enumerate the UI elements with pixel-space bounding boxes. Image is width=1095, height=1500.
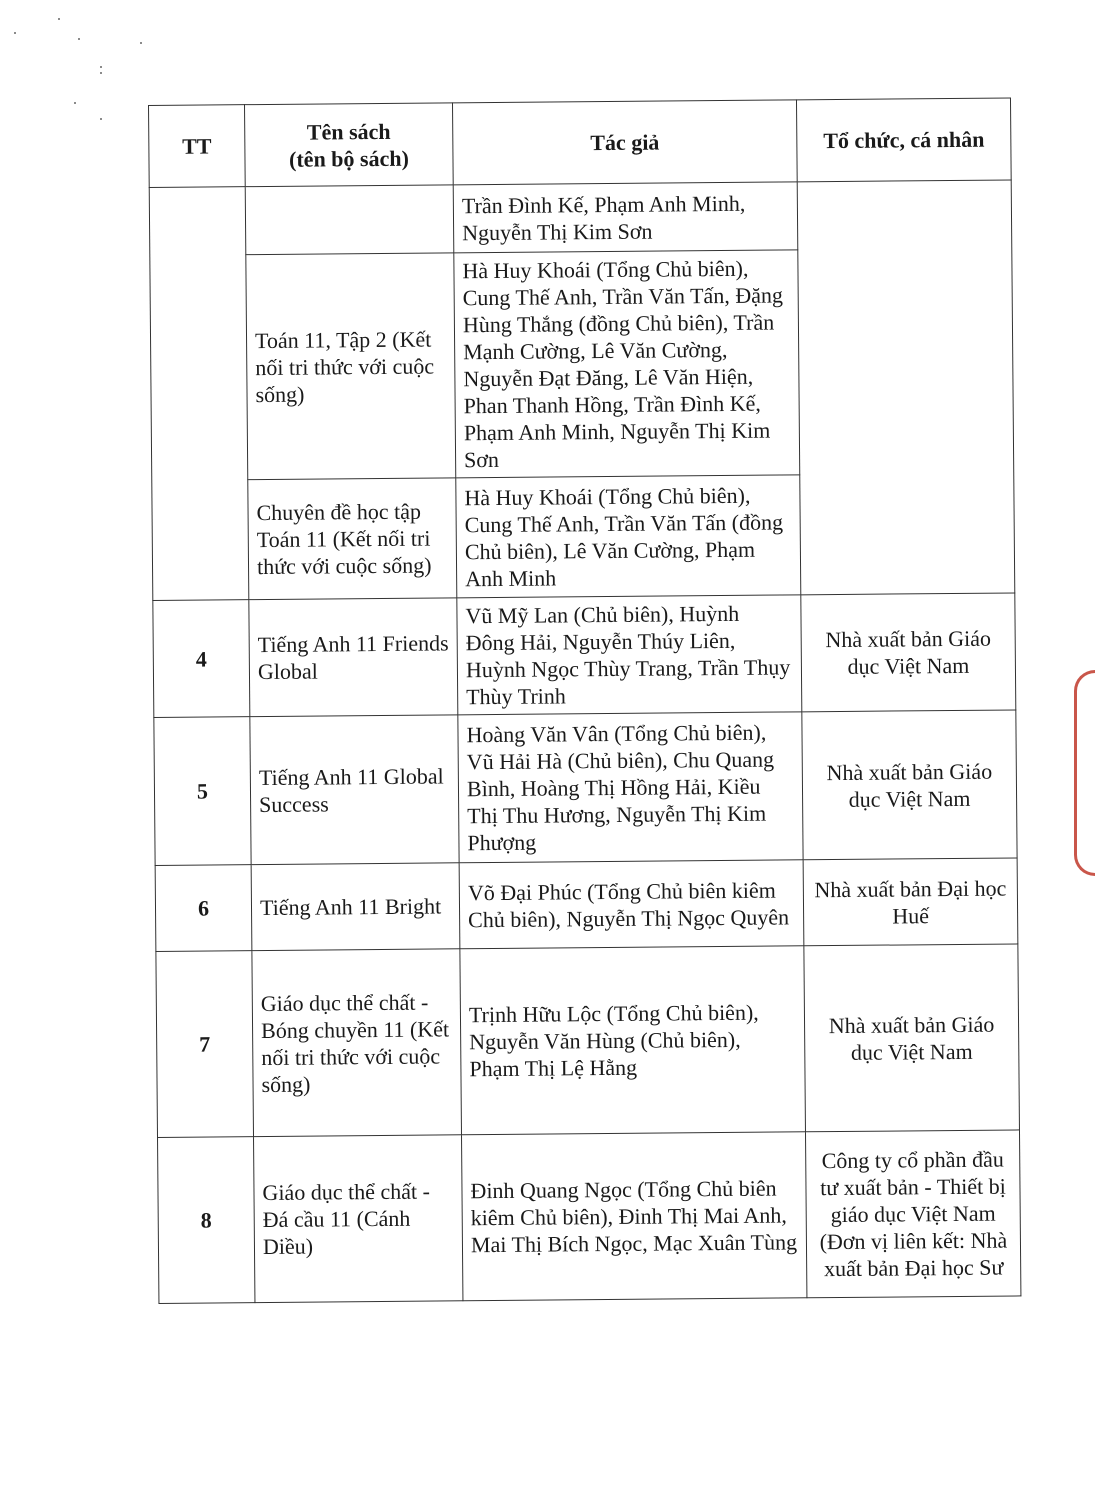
- organization-cell: Công ty cổ phần đầu tư xuất bản - Thiết bị giáo dục Việt Nam (Đơn vị liên kết: Nhà xuất bản Đại học Sư: [805, 1130, 1020, 1298]
- author-cell: Hoàng Văn Vân (Tổng Chủ biên), Vũ Hải Hà (Chủ biên), Chu Quang Bình, Hoàng Thị Hồng Hải, Kiều Thị Thu Hương, Nguyễn Thị Kim Phượng: [458, 712, 803, 863]
- table-row: [154, 710, 1017, 866]
- organization-cell: [797, 180, 1015, 595]
- textbook-table: [148, 97, 1021, 1303]
- organization-cell: Nhà xuất bản Giáo dục Việt Nam: [801, 593, 1016, 712]
- header-book-name: [245, 103, 454, 187]
- scan-speck: [100, 118, 102, 120]
- scan-speck: [140, 42, 142, 44]
- row-number-cell: 8: [158, 1137, 255, 1304]
- book-name-cell: Toán 11, Tập 2 (Kết nối tri thức với cuộc sống): [246, 253, 456, 480]
- scan-speck: [78, 38, 80, 40]
- row-number-cell: 7: [156, 951, 254, 1138]
- book-name-cell: Tiếng Anh 11 Friends Global: [249, 598, 458, 717]
- red-stamp-fragment: [1074, 670, 1095, 876]
- table-row: [156, 944, 1020, 1138]
- table-row: [158, 1130, 1021, 1304]
- author-cell: Hà Huy Khoái (Tổng Chủ biên), Cung Thế Anh, Trần Văn Tấn (đồng Chủ biên), Lê Văn Cường, Phạm Anh Minh: [456, 475, 801, 598]
- table-row: [153, 593, 1016, 718]
- organization-cell: Nhà xuất bản Đại học Huế: [803, 858, 1018, 946]
- header-book-name-line2: (tên bộ sách): [288, 145, 409, 172]
- author-cell: Võ Đại Phúc (Tổng Chủ biên kiêm Chủ biên), Nguyễn Thị Ngọc Quyên: [459, 860, 804, 949]
- book-name-cell: Giáo dục thể chất - Đá cầu 11 (Cánh Diều): [254, 1135, 463, 1303]
- header-org: Tổ chức, cá nhân: [796, 98, 1011, 182]
- author-cell: Hà Huy Khoái (Tổng Chủ biên), Cung Thế Anh, Trần Văn Tấn, Đặng Hùng Thắng (đồng Chủ biên), Trần Mạnh Cường, Lê Văn Cường, Nguyễn Đạt Đăng, Lê Văn Hiện, Phan Thanh Hồng, Trần Đình Kế, Phạm Anh Minh, Nguyễn Thị Kim Sơn: [454, 250, 800, 478]
- organization-cell: Nhà xuất bản Giáo dục Việt Nam: [802, 710, 1017, 860]
- organization-cell: Nhà xuất bản Giáo dục Việt Nam: [804, 944, 1020, 1132]
- table-row: [155, 858, 1018, 952]
- header-tt: TT: [149, 105, 246, 188]
- book-name-cell: [245, 185, 454, 255]
- row-number-cell: 6: [155, 865, 252, 952]
- scan-speck: [14, 32, 16, 34]
- header-author: Tác giả: [452, 100, 797, 185]
- book-name-cell: Giáo dục thể chất - Bóng chuyền 11 (Kết nối tri thức với cuộc sống): [252, 949, 462, 1137]
- scan-speck: [100, 66, 102, 68]
- row-number-cell: 5: [154, 717, 251, 866]
- row-number-cell: 4: [153, 600, 250, 718]
- author-cell: Đinh Quang Ngọc (Tổng Chủ biên kiêm Chủ biên), Đinh Thị Mai Anh, Mai Thị Bích Ngọc, Mạc Xuân Tùng: [461, 1132, 806, 1301]
- header-row: [149, 98, 1012, 188]
- scan-speck: [100, 72, 102, 74]
- row-number-cell: [149, 187, 249, 601]
- book-name-cell: Tiếng Anh 11 Global Success: [250, 715, 459, 865]
- scan-speck: [74, 102, 76, 104]
- book-name-cell: Tiếng Anh 11 Bright: [251, 863, 460, 951]
- author-cell: Vũ Mỹ Lan (Chủ biên), Huỳnh Đông Hải, Nguyễn Thúy Liên, Huỳnh Ngọc Thùy Trang, Trần Thụy Thùy Trinh: [457, 595, 802, 715]
- author-cell: Trần Đình Kế, Phạm Anh Minh, Nguyễn Thị Kim Sơn: [453, 182, 798, 253]
- author-cell: Trịnh Hữu Lộc (Tổng Chủ biên), Nguyễn Văn Hùng (Chủ biên), Phạm Thị Lệ Hằng: [460, 946, 806, 1135]
- table-row: [149, 180, 1012, 256]
- book-name-cell: Chuyên đề học tập Toán 11 (Kết nối tri thức với cuộc sống): [248, 478, 457, 600]
- scan-speck: [58, 18, 60, 20]
- header-book-name-line1: Tên sách: [306, 118, 391, 145]
